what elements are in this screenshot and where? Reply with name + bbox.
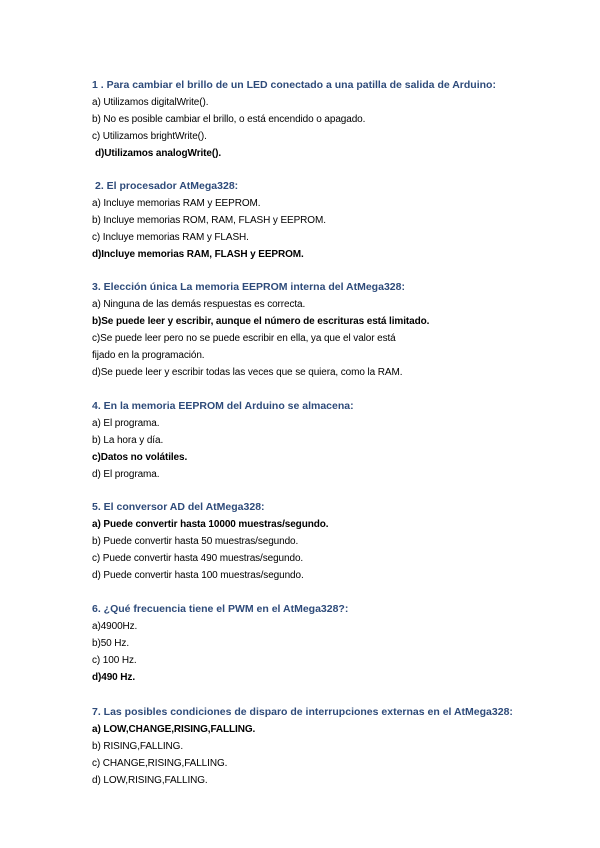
question-7 [92, 704, 562, 789]
option-d: d) El programa. [92, 469, 160, 480]
option-a: a) Utilizamos digitalWrite(). [92, 97, 209, 108]
question-4 [92, 398, 562, 483]
option-c: c) CHANGE,RISING,FALLING. [92, 758, 228, 769]
option-a: a) El programa. [92, 418, 160, 429]
option-d-correct: d)Incluye memorias RAM, FLASH y EEPROM. [92, 249, 304, 260]
option-b: b) Puede convertir hasta 50 muestras/segundo. [92, 536, 299, 547]
question-6 [92, 601, 562, 686]
question-title: 4. En la memoria EEPROM del Arduino se almacena: [92, 400, 354, 412]
question-title: 2. El procesador AtMega328: [95, 180, 239, 192]
option-b: b) La hora y día. [92, 435, 164, 446]
option-b: b) No es posible cambiar el brillo, o está encendido o apagado. [92, 114, 366, 125]
option-d: d) Puede convertir hasta 100 muestras/segundo. [92, 570, 304, 581]
question-title: 3. Elección única La memoria EEPROM interna del AtMega328: [92, 281, 405, 293]
option-d: d) LOW,RISING,FALLING. [92, 775, 208, 786]
option-d: d)Se puede leer y escribir todas las veces que se quiera, como la RAM. [92, 367, 403, 378]
option-a-correct: a) LOW,CHANGE,RISING,FALLING. [92, 724, 256, 735]
option-a-correct: a) Puede convertir hasta 10000 muestras/segundo. [92, 519, 329, 530]
option-b-correct: b)Se puede leer y escribir, aunque el número de escrituras está limitado. [92, 316, 430, 327]
option-b: b)50 Hz. [92, 638, 129, 649]
option-c: c) Utilizamos brightWrite(). [92, 131, 207, 142]
option-b: b) Incluye memorias ROM, RAM, FLASH y EEPROM. [92, 215, 326, 226]
option-b: b) RISING,FALLING. [92, 741, 184, 752]
option-c-continued: fijado en la programación. [92, 350, 205, 361]
option-c-correct: c)Datos no volátiles. [92, 452, 188, 463]
option-d-correct: d)490 Hz. [92, 672, 136, 683]
question-5 [92, 499, 562, 584]
option-a: a) Incluye memorias RAM y EEPROM. [92, 198, 261, 209]
option-c: c) Incluye memorias RAM y FLASH. [92, 232, 249, 243]
option-a: a)4900Hz. [92, 621, 138, 632]
option-c: c) 100 Hz. [92, 655, 137, 666]
question-title: 1 . Para cambiar el brillo de un LED conectado a una patilla de salida de Arduino: [92, 79, 496, 91]
question-3 [92, 279, 562, 381]
question-title: 5. El conversor AD del AtMega328: [92, 501, 265, 513]
option-a: a) Ninguna de las demás respuestas es correcta. [92, 299, 306, 310]
option-c: c) Puede convertir hasta 490 muestras/segundo. [92, 553, 304, 564]
question-title: 7. Las posibles condiciones de disparo de interrupciones externas en el AtMega328: [92, 706, 513, 718]
question-1 [92, 77, 562, 162]
option-d-correct: d)Utilizamos analogWrite(). [95, 148, 222, 159]
question-title: 6. ¿Qué frecuencia tiene el PWM en el AtMega328?: [92, 603, 349, 615]
question-2 [92, 178, 562, 263]
option-c: c)Se puede leer pero no se puede escribir en ella, ya que el valor está [92, 333, 396, 344]
